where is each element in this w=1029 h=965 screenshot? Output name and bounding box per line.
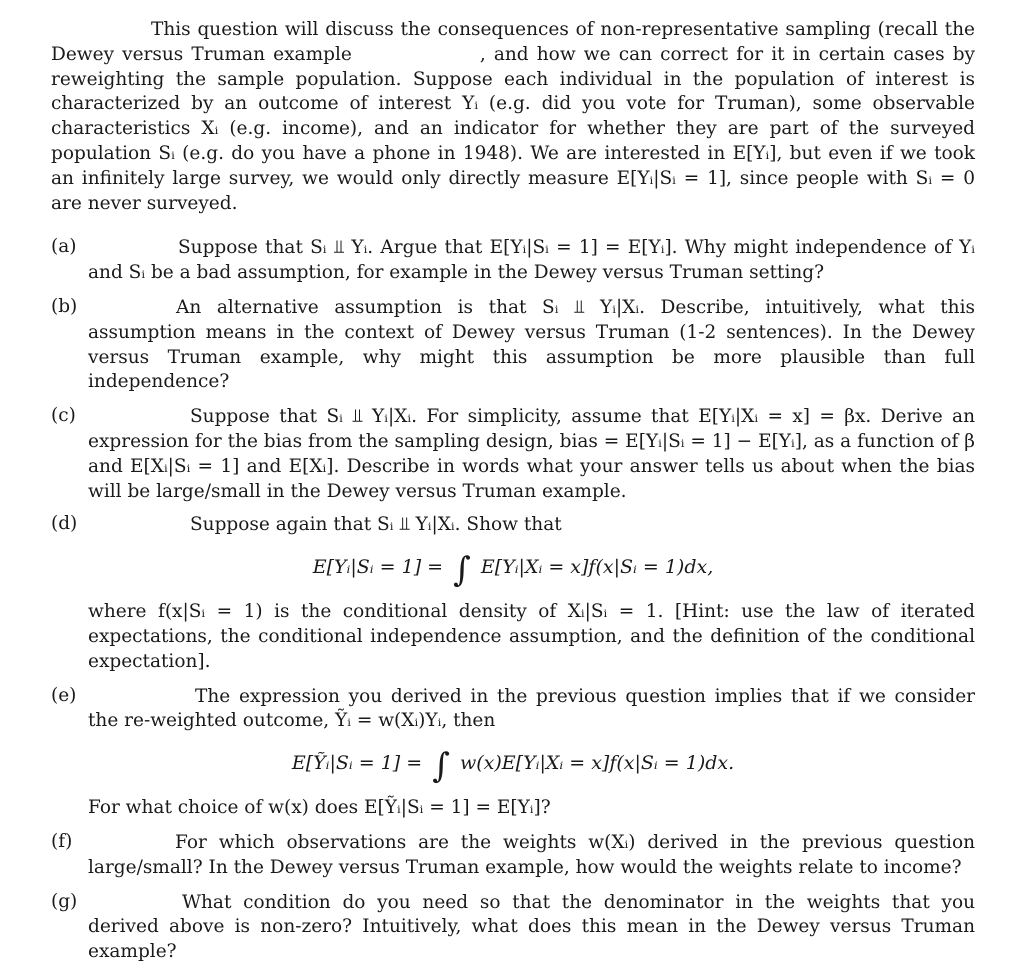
item-label: (e) <box>51 684 77 706</box>
intro-text-b: , and how we can correct for it in certain cases by reweighting the sample population. Suppose each individual in the population of interest is characterized by an outcome of interest Yᵢ (e.g. did you vote for Truman), some observable characteristics Xᵢ (e.g. income), and an indicator for whether they are part of the surveyed population Sᵢ (e.g. do you have a phone in 1948). We are interested in E[Yᵢ], but even if we took an infinitely large survey, we would only directly measure E[Yᵢ|Sᵢ = 1], since people with Sᵢ = 0 are never surveyed. <box>51 43 975 214</box>
item-text: An alternative assumption is that Sᵢ ⫫ Yᵢ|Xᵢ. Describe, intuitively, what this assumption means in the context of Dewey versus Truman (1-2 sentences). In the Dewey versus Truman example, why might this assumption be more plausible than full independence? <box>88 296 975 393</box>
item-g <box>51 891 975 965</box>
item-f <box>51 831 975 881</box>
item-label: (d) <box>51 513 78 535</box>
item-text: For which observations are the weights w(Xᵢ) derived in the previous question large/small? In the Dewey versus Truman example, how would the weights relate to income? <box>88 831 975 878</box>
item-a <box>51 236 975 286</box>
equation-lhs: E[Ỹᵢ|Sᵢ = 1] = <box>291 752 423 775</box>
item-label: (f) <box>51 830 73 852</box>
equation-lhs: E[Yᵢ|Sᵢ = 1] = <box>312 556 444 579</box>
equation-rhs: E[Yᵢ|Xᵢ = x]f(x|Sᵢ = 1)dx, <box>480 556 714 579</box>
integral-sign: ∫ <box>432 746 450 787</box>
item-text: Suppose that Sᵢ ⫫ Yᵢ|Xᵢ. For simplicity, assume that E[Yᵢ|Xᵢ = x] = βx. Derive an expression for the bias from the sampling design, bias = E[Yᵢ|Sᵢ = 1] − E[Yᵢ], as a function of β and E[Xᵢ|Sᵢ = 1] and E[Xᵢ]. Describe in words what your answer tells us about when the bias will be large/small in the Dewey versus Truman example. <box>88 406 975 502</box>
item-text: Suppose that Sᵢ ⫫ Yᵢ. Argue that E[Yᵢ|Sᵢ = 1] = E[Yᵢ]. Why might independence of Yᵢ and Sᵢ be a bad assumption, for example in the Dewey versus Truman setting? <box>88 237 975 284</box>
item-after-text: where f(x|Sᵢ = 1) is the conditional density of Xᵢ|Sᵢ = 1. [Hint: use the law of iterated expectations, the conditional independence assumption, and the definition of the conditional expectation]. <box>88 601 975 672</box>
question-document <box>51 18 975 965</box>
item-label: (b) <box>51 295 78 317</box>
item-text: Suppose again that Sᵢ ⫫ Yᵢ|Xᵢ. Show that <box>190 514 562 536</box>
item-text: The expression you derived in the previous question implies that if we consider the re-weighted outcome, Ỹᵢ = w(Xᵢ)Yᵢ, then <box>88 685 975 732</box>
intro-paragraph <box>51 18 975 216</box>
equation-rhs: w(x)E[Yᵢ|Xᵢ = x]f(x|Sᵢ = 1)dx. <box>460 752 735 775</box>
intro-text-a: This question will discuss the consequences of non-representative sampling (recall the Dewey versus Truman example <box>51 19 975 65</box>
item-c <box>51 405 975 504</box>
item-label: (g) <box>51 890 78 912</box>
item-b <box>51 296 975 395</box>
item-text: What condition do you need so that the denominator in the weights that you derived above is non-zero? Intuitively, what does this mean in the Dewey versus Truman example? <box>88 891 975 963</box>
integral-sign: ∫ <box>453 550 471 591</box>
item-e <box>51 685 975 821</box>
item-after-text: For what choice of w(x) does E[Ỹᵢ|Sᵢ = 1] = E[Yᵢ]? <box>88 797 551 819</box>
item-d <box>51 513 975 674</box>
item-label: (a) <box>51 236 77 258</box>
item-label: (c) <box>51 405 76 427</box>
equation-e <box>51 746 975 786</box>
equation-d <box>51 550 975 590</box>
